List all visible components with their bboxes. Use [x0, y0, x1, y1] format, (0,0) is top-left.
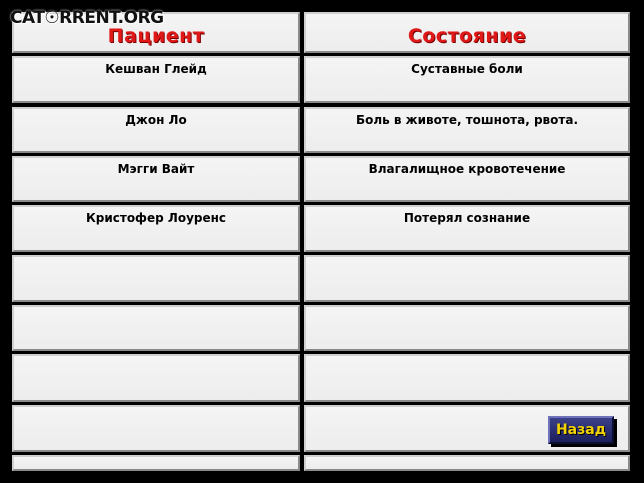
table-row-patient[interactable] — [12, 156, 300, 202]
table-row-condition[interactable] — [304, 56, 630, 103]
table-row-condition[interactable] — [304, 107, 630, 153]
back-button[interactable] — [548, 416, 614, 444]
table-row-condition[interactable] — [304, 354, 630, 402]
patient-name: Кристофер Лоуренс — [85, 211, 227, 225]
patient-condition: Потерял сознание — [403, 211, 531, 225]
header-condition-label: Состояние — [407, 24, 527, 47]
patient-name — [14, 257, 298, 261]
patient-name — [14, 356, 298, 360]
header-patient-label: Пациент — [107, 24, 205, 47]
patient-condition: Суставные боли — [411, 62, 523, 76]
patient-name: Джон Ло — [125, 113, 187, 127]
site-watermark: CAT☉RRENT.ORG — [10, 8, 164, 28]
table-row-patient[interactable] — [12, 56, 300, 103]
patient-name — [14, 407, 298, 411]
table-row-condition[interactable] — [304, 205, 630, 252]
patient-condition — [306, 407, 628, 411]
patient-condition — [306, 356, 628, 360]
header-condition — [304, 12, 630, 53]
table-row-patient[interactable] — [12, 405, 300, 452]
table-row-partial — [304, 455, 630, 471]
table-row-patient[interactable] — [12, 305, 300, 351]
table-row-condition[interactable] — [304, 255, 630, 302]
table-row-patient[interactable] — [12, 205, 300, 252]
table-row-patient[interactable] — [12, 354, 300, 402]
patient-name: Мэгги Вайт — [117, 162, 195, 176]
patient-name: Кешван Глейд — [105, 62, 207, 76]
patient-condition: Влагалищное кровотечение — [368, 162, 566, 176]
table-row-condition[interactable] — [304, 305, 630, 351]
patient-condition: Боль в животе, тошнота, рвота. — [355, 113, 579, 127]
table-row-condition[interactable] — [304, 156, 630, 202]
table-row-partial — [12, 455, 300, 471]
patient-name — [14, 307, 298, 311]
back-button-label: Назад — [555, 422, 607, 438]
patient-condition — [306, 257, 628, 261]
patient-condition — [306, 307, 628, 311]
table-row-patient[interactable] — [12, 255, 300, 302]
table-row-patient[interactable] — [12, 107, 300, 153]
